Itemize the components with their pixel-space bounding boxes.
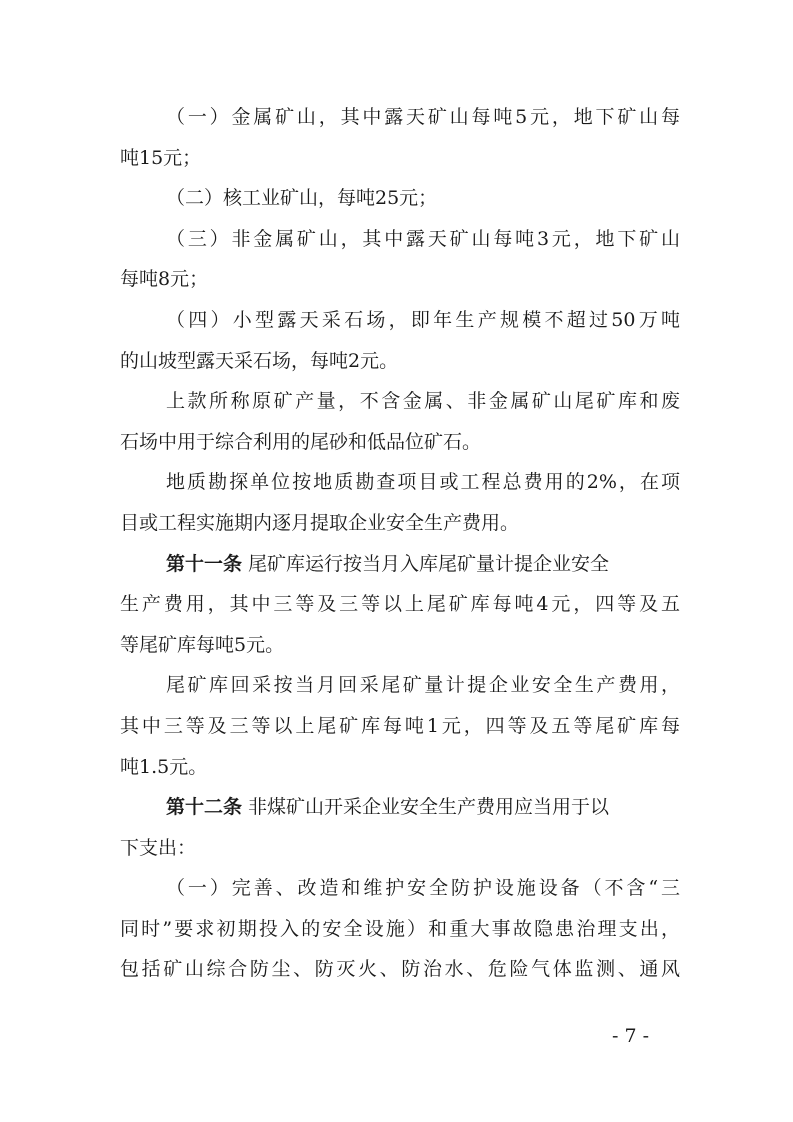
- article-text: 非煤矿山开采企业安全生产费用应当用于以: [242, 796, 610, 819]
- text-line: 目或工程实施期内逐月提取企业安全生产费用。: [120, 511, 520, 534]
- text-line: 等尾矿库每吨5元。: [120, 633, 285, 656]
- text-line: 尾矿库回采按当月回采尾矿量计提企业安全生产费用，: [166, 674, 680, 697]
- text-line: （三）非金属矿山，其中露天矿山每吨3元，地下矿山: [166, 227, 680, 250]
- text-line: 吨15元；: [120, 146, 202, 169]
- text-line: 每吨8元；: [120, 268, 209, 291]
- article-text: 尾矿库运行按当月入库尾矿量计提企业安全: [242, 552, 610, 575]
- article-line: [120, 787, 680, 828]
- text-line: 下支出：: [120, 836, 197, 859]
- text-line: （一）完善、改造和维护安全防护设施设备（不含“三: [166, 877, 680, 900]
- text-line: 地质勘探单位按地质勘查项目或工程总费用的2%，在项: [166, 471, 680, 494]
- text-line: 生产费用，其中三等及三等以上尾矿库每吨4元，四等及五: [120, 593, 680, 616]
- body-text: [120, 97, 680, 990]
- text-line: 的山坡型露天采石场，每吨2元。: [120, 349, 399, 372]
- article-line: [120, 544, 680, 585]
- article-heading: 第十一条: [166, 552, 243, 575]
- text-line: 上款所称原矿产量，不含金属、非金属矿山尾矿库和废: [166, 390, 680, 413]
- text-line: 吨1.5元。: [120, 755, 208, 778]
- text-line: 同时”要求初期投入的安全设施）和重大事故隐患治理支出，: [120, 917, 680, 940]
- article-heading: 第十二条: [166, 796, 243, 819]
- text-line: 石场中用于综合利用的尾砂和低品位矿石。: [120, 430, 482, 453]
- text-line: 其中三等及三等以上尾矿库每吨1元，四等及五等尾矿库每: [120, 714, 680, 737]
- text-line: （一）金属矿山，其中露天矿山每吨5元，地下矿山每: [166, 106, 680, 128]
- text-line: （四）小型露天采石场，即年生产规模不超过50万吨: [166, 308, 680, 331]
- page-number: - 7 -: [612, 1025, 650, 1047]
- text-line: （二）核工业矿山，每吨25元；: [166, 187, 438, 210]
- text-line: 包括矿山综合防尘、防灭火、防治水、危险气体监测、通风: [120, 958, 680, 981]
